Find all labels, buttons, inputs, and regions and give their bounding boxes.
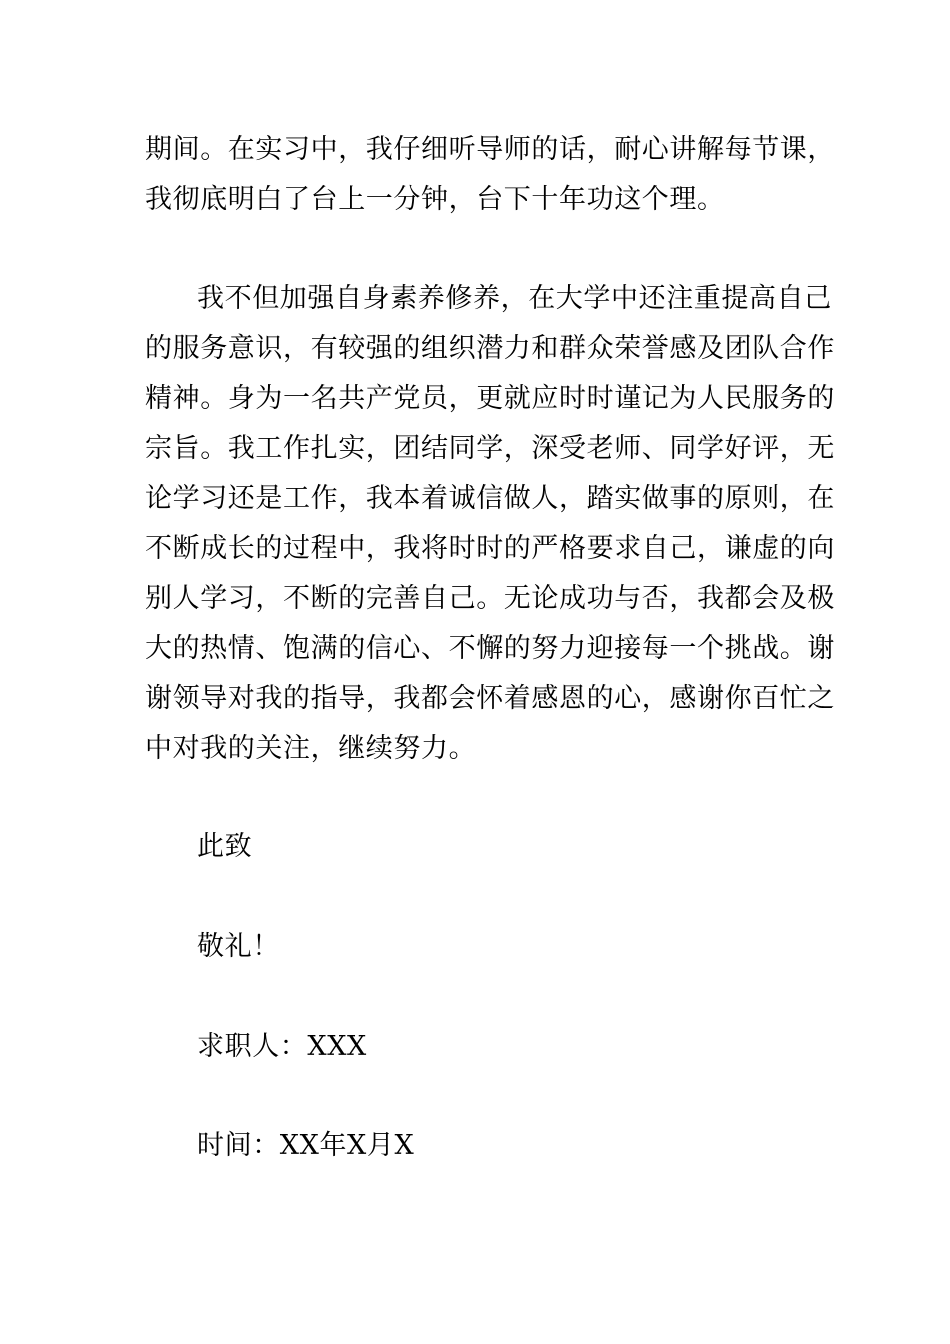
text-line: 期间。在实习中，我仔细听导师的话，耐心讲解每节课，: [145, 134, 835, 165]
text-line: 我彻底明白了台上一分钟，台下十年功这个理。: [145, 184, 725, 215]
text-line: 不断成长的过程中，我将时时的严格要求自己，谦虚的向: [145, 533, 835, 564]
date-line: 时间：XX年X月X: [197, 1130, 415, 1161]
text-line: 别人学习，不断的完善自己。无论成功与否，我都会及极: [145, 583, 835, 614]
text-line: 我不但加强自身素养修养，在大学中还注重提高自己: [197, 283, 832, 314]
salutation-text: 敬礼！: [197, 931, 280, 962]
text-line: 精神。身为一名共产党员，更就应时时谨记为人民服务的: [145, 383, 835, 414]
text-line: 论学习还是工作，我本着诚信做人，踏实做事的原则，在: [145, 483, 835, 514]
closing-text: 此致: [197, 831, 253, 862]
text-line: 中对我的关注，继续努力。: [145, 733, 477, 764]
text-line: 的服务意识，有较强的组织潜力和群众荣誉感及团队合作: [145, 333, 835, 364]
text-line: 大的热情、饱满的信心、不懈的努力迎接每一个挑战。谢: [145, 633, 835, 664]
applicant-line: 求职人：XXX: [197, 1031, 367, 1062]
text-line: 谢领导对我的指导，我都会怀着感恩的心，感谢你百忙之: [145, 683, 835, 714]
text-line: 宗旨。我工作扎实，团结同学，深受老师、同学好评，无: [145, 433, 835, 464]
